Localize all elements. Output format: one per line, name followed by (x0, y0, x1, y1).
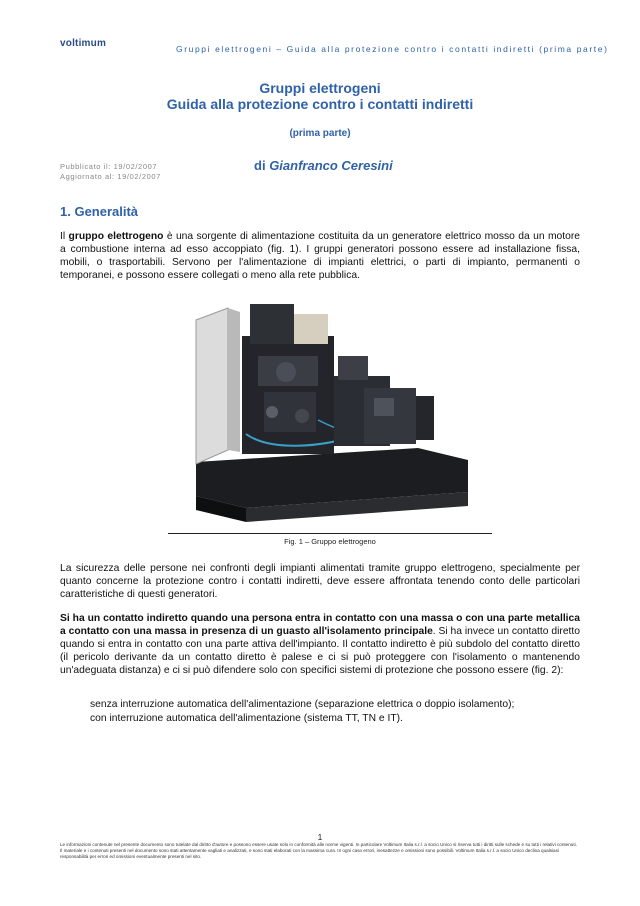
updated-date: Aggiornato al: 19/02/2007 (60, 172, 161, 181)
page-number: 1 (317, 832, 323, 842)
published-date: Pubblicato il: 19/02/2007 (60, 162, 158, 171)
figure-caption: Fig. 1 – Gruppo elettrogeno (284, 537, 376, 546)
list-item: con interruzione automatica dell'alimentazione (sistema TT, TN e IT). (90, 713, 403, 724)
running-header: Gruppi elettrogeni – Guida alla protezione contro i contatti indiretti (prima parte) (176, 44, 609, 54)
author-prefix: di (254, 158, 266, 173)
paragraph-intro (60, 230, 580, 282)
indirect-contact-definition: Si ha un contatto indiretto quando una persona entra in contatto con una massa o con una parte metallica a contatto con una massa in presenza di un guasto all'isolamento principale (60, 613, 580, 637)
paragraph-indirect-contact (60, 612, 580, 677)
paragraph-safety: La sicurezza delle persone nei confronti degli impianti alimentati tramite gruppo elettrogeno, specialmente per quanto concerne la protezione contro i contatti indiretti, deve essere affrontata tenendo conto delle particolari caratteristiche di questi generatori. (60, 563, 580, 600)
author-name: Gianfranco Ceresini (269, 158, 393, 173)
generator-photo (168, 300, 468, 528)
author-line (254, 158, 393, 173)
protection-list (90, 698, 514, 726)
intro-prefix: Il (60, 231, 66, 242)
section-heading: 1. Generalità (60, 204, 139, 219)
intro-rest: è una sorgente di alimentazione costituita da un generatore elettrico mosso da un motore a combustione interna ad esso accoppiato (fig. 1). I gruppi generatori possono essere ad installazione fissa, mobili, o trasportabili. Servono per l'alimentazione di impianti elettrici, o parti di impianto, permanenti o temporanei, e possono essere collegati o meno alla rete pubblica. (60, 231, 580, 281)
document-title: Gruppi elettrogeni (259, 80, 381, 96)
voltimum-logo (60, 38, 106, 49)
indirect-contact-rest: . Si ha invece un contatto diretto quando si entra in contatto con una parte attiva dell'impianto. Il contatto indiretto è più subdolo del contatto diretto (il pericolo derivante da un contatto diretto è palese e ci si può proteggere con l'isolamento o mantenendo un'adeguata distanza) e ci si può difendere solo con specifici sistemi di protezione che possono essere (fig. 2): (60, 626, 580, 676)
footer-disclaimer: Il materiale e i contenuti presenti nel documento sono stati attentamente vagliati e analizzati, e sono stati elaborati con la massima cura. In ogni caso errori, inesattezze e omissioni sono possibili. Voltimum Italia s.r.l. a socio Unico declina qualsiasi responsabilità per errori ed omissioni eventualmente presenti nel sito. (60, 848, 559, 860)
legal-footer (60, 842, 580, 861)
document-title-line2: Guida alla protezione contro i contatti indiretti (166, 96, 474, 112)
figure-rule (168, 533, 492, 534)
intro-bold-term: gruppo elettrogeno (68, 231, 164, 242)
footer-copyright: Le informazioni contenute nel presente documento sono tutelate dal diritto d'autore e possono essere usate solo in conformità alle norme vigenti. In particolare Voltimum Italia s.r.l. a socio Unico si riserva tutti i diritti sulle schede e su tutti i relativi contenuti. (60, 842, 577, 847)
list-item: senza interruzione automatica dell'alimentazione (separazione elettrica o doppio isolamento); (90, 699, 515, 710)
document-subtitle: (prima parte) (289, 128, 351, 139)
logo-text: voltimum (60, 38, 107, 49)
publication-dates (60, 162, 161, 182)
